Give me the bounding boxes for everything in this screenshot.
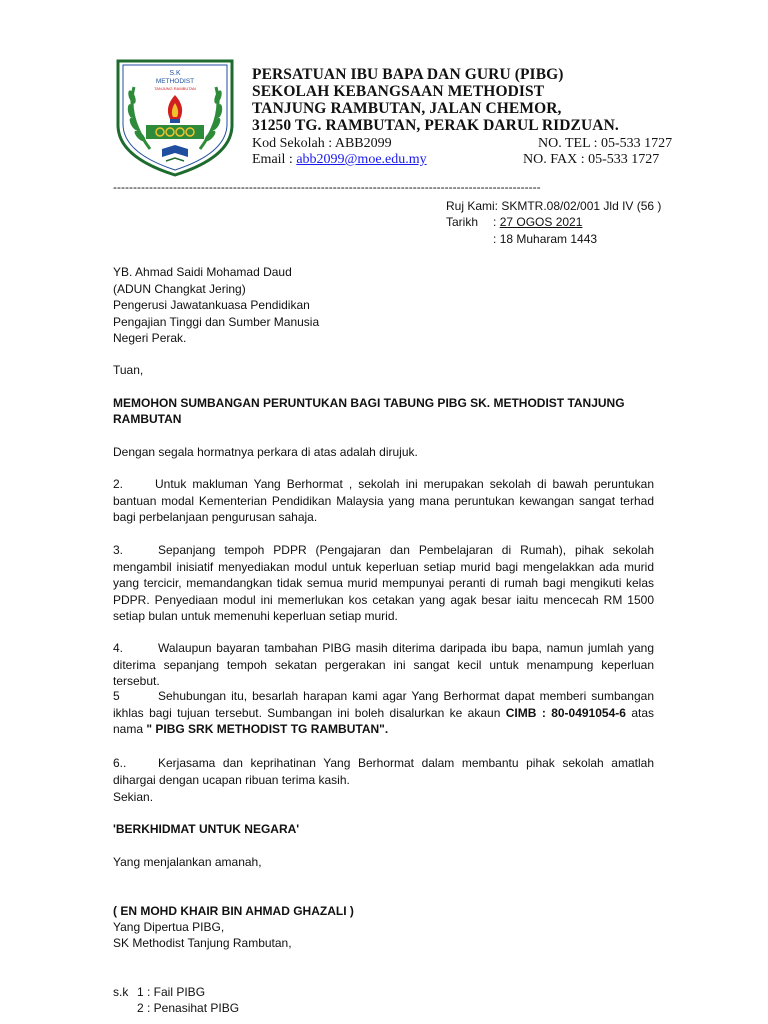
crest-place-text: TANJUNG RAMBUTAN — [154, 86, 196, 91]
intro-text: Dengan segala hormatnya perkara di atas adalah dirujuk. — [113, 445, 418, 459]
hijri-date-row — [493, 231, 597, 247]
cc-label: s.k — [113, 985, 129, 999]
paragraph-number: 5 — [113, 689, 120, 703]
subject-line2: RAMBUTAN — [113, 412, 182, 426]
crest-name-text: METHODIST — [155, 78, 195, 85]
telephone-number: NO. TEL : 05-533 1727 — [538, 136, 673, 151]
paragraph-text: Sehubungan itu, besarlah harapan kami agar Yang Berhormat dapat memberi sumbangan ikhlas bagi tujuan tersebut. Sumbangan ini boleh disalurkan ke akaun — [113, 689, 654, 720]
letterhead-line3: TANJUNG RAMBUTAN, JALAN CHEMOR, — [252, 100, 562, 117]
cc-row1 — [113, 984, 205, 1000]
school-crest-icon — [112, 57, 238, 177]
letterhead-divider: ----------------------------------------------------------------------------------------------------------- — [113, 180, 541, 194]
paragraph-text-continued: atas nama — [113, 705, 655, 736]
email-row — [252, 152, 427, 168]
fax-number: NO. FAX : 05-533 1727 — [523, 152, 660, 167]
paragraph-2 — [113, 476, 654, 526]
reference-number: Ruj Kami: SKMTR.08/02/001 Jld IV (56 ) — [446, 199, 662, 213]
email-label: Email : — [252, 152, 293, 167]
letterhead-line2: SEKOLAH KEBANGSAAN METHODIST — [252, 83, 545, 100]
crest-top-text: S.K — [169, 70, 181, 77]
motto: 'BERKHIDMAT UNTUK NEGARA' — [113, 822, 300, 836]
cc-item1: 1 : Fail PIBG — [137, 985, 206, 999]
paragraph-number: 4. — [113, 641, 124, 655]
recipient-line3: Pengerusi Jawatankuasa Pendidikan — [113, 298, 310, 312]
signer-title1: Yang Dipertua PIBG, — [113, 920, 225, 934]
paragraph-number: 3. — [113, 543, 124, 557]
email-link[interactable]: abb2099@moe.edu.my — [296, 152, 427, 167]
date-row — [446, 214, 582, 230]
paragraph-6 — [113, 755, 654, 788]
closing-amanah: Yang menjalankan amanah, — [113, 855, 262, 869]
subject-line1: MEMOHON SUMBANGAN PERUNTUKAN BAGI TABUNG PIBG SK. METHODIST TANJUNG — [113, 396, 625, 410]
school-logo — [112, 57, 238, 177]
sekian-text: Sekian. — [113, 790, 154, 804]
school-code: Kod Sekolah : ABB2099 — [252, 136, 392, 151]
date-label: Tarikh — [446, 215, 479, 229]
date-separator: : — [493, 215, 497, 229]
paragraph-number: 2. — [113, 477, 124, 491]
hijri-separator: : — [493, 232, 497, 246]
paragraph-5 — [113, 688, 654, 738]
hijri-date-value: 18 Muharam 1443 — [499, 232, 598, 246]
paragraph-4 — [113, 640, 654, 690]
paragraph-3 — [113, 542, 654, 625]
paragraph-number: 6.. — [113, 756, 127, 770]
account-name: " PIBG SRK METHODIST TG RAMBUTAN". — [146, 722, 389, 736]
recipient-line5: Negeri Perak. — [113, 331, 187, 345]
paragraph-text: Walaupun bayaran tambahan PIBG masih diterima daripada ibu bapa, namun jumlah yang diterima sepanjang tempoh sekatan pergerakan ini sangat kecil untuk menampung keperluan tersebut. — [113, 641, 654, 688]
recipient-line4: Pengajian Tinggi dan Sumber Manusia — [113, 315, 320, 329]
salutation: Tuan, — [113, 363, 144, 377]
paragraph-text: Kerjasama dan keprihatinan Yang Berhormat dalam membantu pihak sekolah amatlah dihargai dengan ucapan ribuan terima kasih. — [113, 756, 654, 787]
signer-title2: SK Methodist Tanjung Rambutan, — [113, 936, 292, 950]
date-value: 27 OGOS 2021 — [499, 215, 583, 229]
recipient-line2: (ADUN Changkat Jering) — [113, 282, 246, 296]
cc-row2 — [137, 1000, 239, 1016]
paragraph-text: Sepanjang tempoh PDPR (Pengajaran dan Pembelajaran di Rumah), pihak sekolah mengambil inisiatif menyediakan modul untuk keperluan setiap murid bagi mengelakkan ada murid yang tercicir, memandangkan tidak semua murid mempunyai peranti di rumah bagi mengikuti kelas PDPR. Penyediaan modul ini memerlukan kos cetakan yang agak besar iaitu mencecah RM 1500 setiap bulan untuk memenuhi keperluan setiap murid. — [113, 543, 654, 623]
cc-item2: 2 : Penasihat PIBG — [137, 1001, 240, 1015]
signer-name: ( EN MOHD KHAIR BIN AHMAD GHAZALI ) — [113, 904, 354, 918]
letterhead-line1: PERSATUAN IBU BAPA DAN GURU (PIBG) — [252, 66, 564, 83]
paragraph-text: Untuk makluman Yang Berhormat , sekolah ini merupakan sekolah di bawah peruntukan bantuan modal Kementerian Pendidikan Malaysia yang mana peruntukan kewangan sangat terhad bagi perbelanjaan pengurusan sahaja. — [113, 477, 654, 524]
recipient-line1: YB. Ahmad Saidi Mohamad Daud — [113, 265, 292, 279]
bank-account: CIMB : 80-0491054-6 — [505, 705, 626, 720]
letterhead-line4: 31250 TG. RAMBUTAN, PERAK DARUL RIDZUAN. — [252, 117, 619, 134]
